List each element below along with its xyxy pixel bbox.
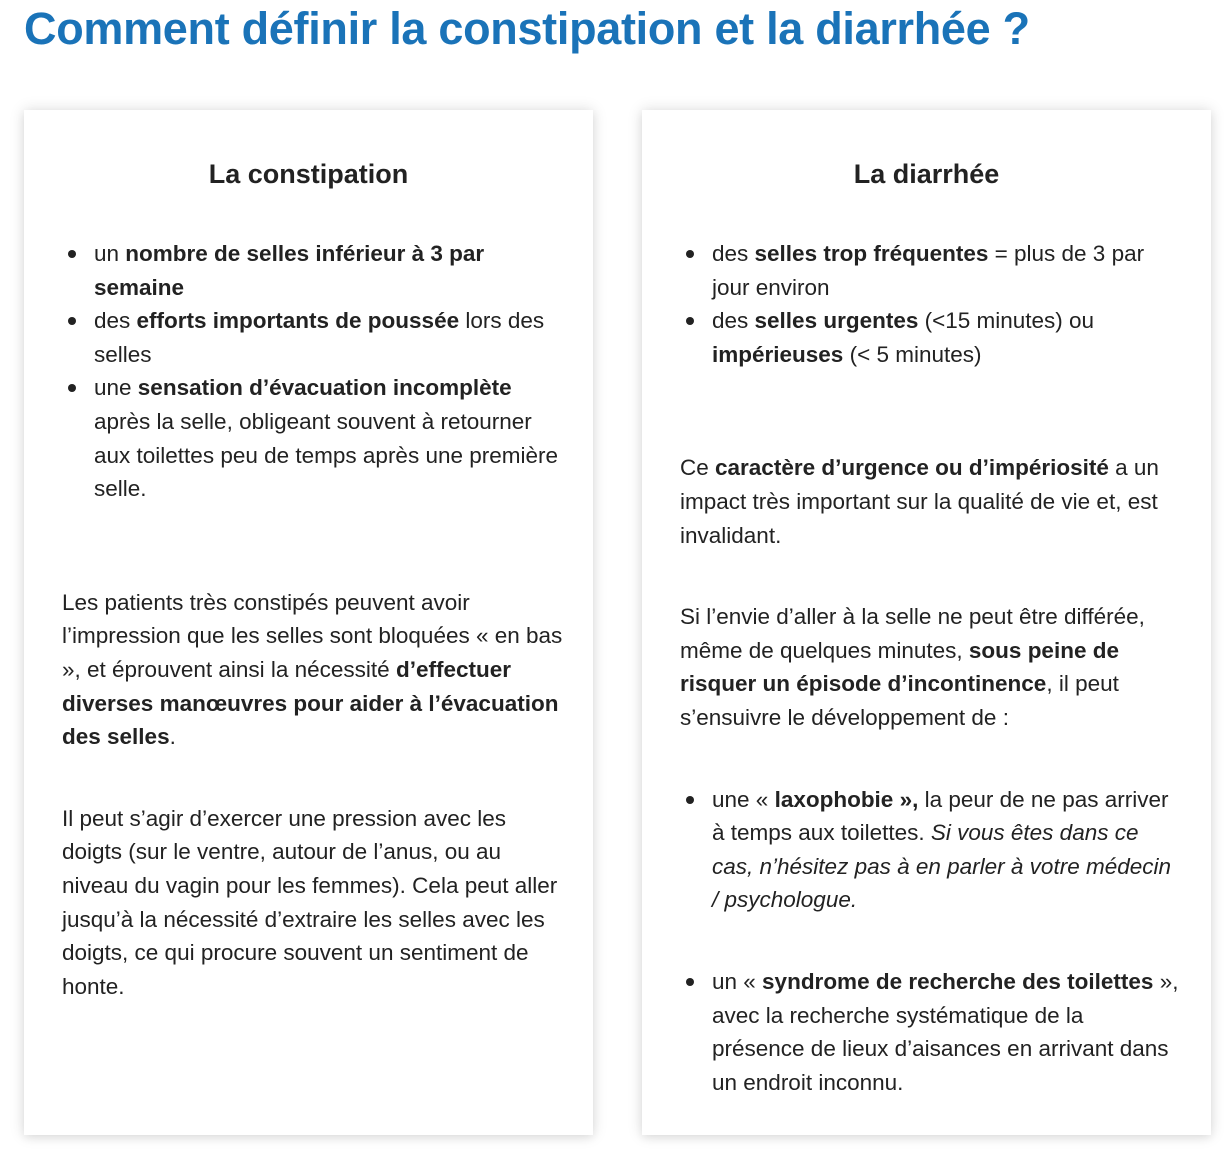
- diarrhee-heading: La diarrhée: [853, 159, 1000, 189]
- constipation-card: [24, 110, 593, 1135]
- constipation-body: [62, 237, 563, 1003]
- diarrhee-bullet-list: [680, 237, 1181, 371]
- diarrhee-consequences-list: [680, 783, 1181, 1100]
- diarrhee-bullet-frequency: des selles trop fréquentes = plus de 3 par jour environ: [712, 237, 1181, 304]
- constipation-bullet-incomplete: une sensation d’évacuation incomplète après la selle, obligeant souvent à retourner aux toilettes peu de temps après une première selle.: [94, 371, 563, 505]
- diarrhee-bullet-urgency: des selles urgentes (<15 minutes) ou impérieuses (< 5 minutes): [712, 304, 1181, 371]
- diarrhee-body: [680, 237, 1181, 1099]
- constipation-paragraph-pression: Il peut s’agir d’exercer une pression avec les doigts (sur le ventre, autour de l’anus, ou au niveau du vagin pour les femmes). Cela peut aller jusqu’à la nécessité d’extraire les selles avec les doigts, ce qui procure souvent un sentiment de honte.: [62, 805, 558, 999]
- diarrhee-bullet-laxophobie: une « laxophobie », la peur de ne pas arriver à temps aux toilettes. Si vous êtes dans ce cas, n’hésitez pas à en parler à votre médecin / psychologue.: [712, 783, 1181, 917]
- diarrhee-paragraph-urgence: Ce caractère d’urgence ou d’impériosité a un impact très important sur la qualité de vie et, est invalidant.: [680, 455, 1159, 548]
- constipation-bullet-frequency: un nombre de selles inférieur à 3 par semaine: [94, 237, 563, 304]
- diarrhee-paragraph-incontinence: Si l’envie d’aller à la selle ne peut être différée, même de quelques minutes, sous peine de risquer un épisode d’incontinence, il peut s’ensuivre le développement de :: [680, 604, 1145, 730]
- diarrhee-bullet-syndrome-toilettes: un « syndrome de recherche des toilettes », avec la recherche systématique de la présence de lieux d’aisances en arrivant dans un endroit inconnu.: [712, 965, 1181, 1099]
- constipation-bullet-list: [62, 237, 563, 506]
- constipation-heading: La constipation: [208, 159, 409, 189]
- diarrhee-card: [642, 110, 1211, 1135]
- constipation-paragraph-manoeuvres: Les patients très constipés peuvent avoir l’impression que les selles sont bloquées « en bas », et éprouvent ainsi la nécessité d’effectuer diverses manœuvres pour aider à l’évacuation des selles.: [62, 589, 563, 750]
- page-title: Comment définir la constipation et la diarrhée ?: [24, 3, 1030, 54]
- constipation-bullet-effort: des efforts importants de poussée lors des selles: [94, 304, 563, 371]
